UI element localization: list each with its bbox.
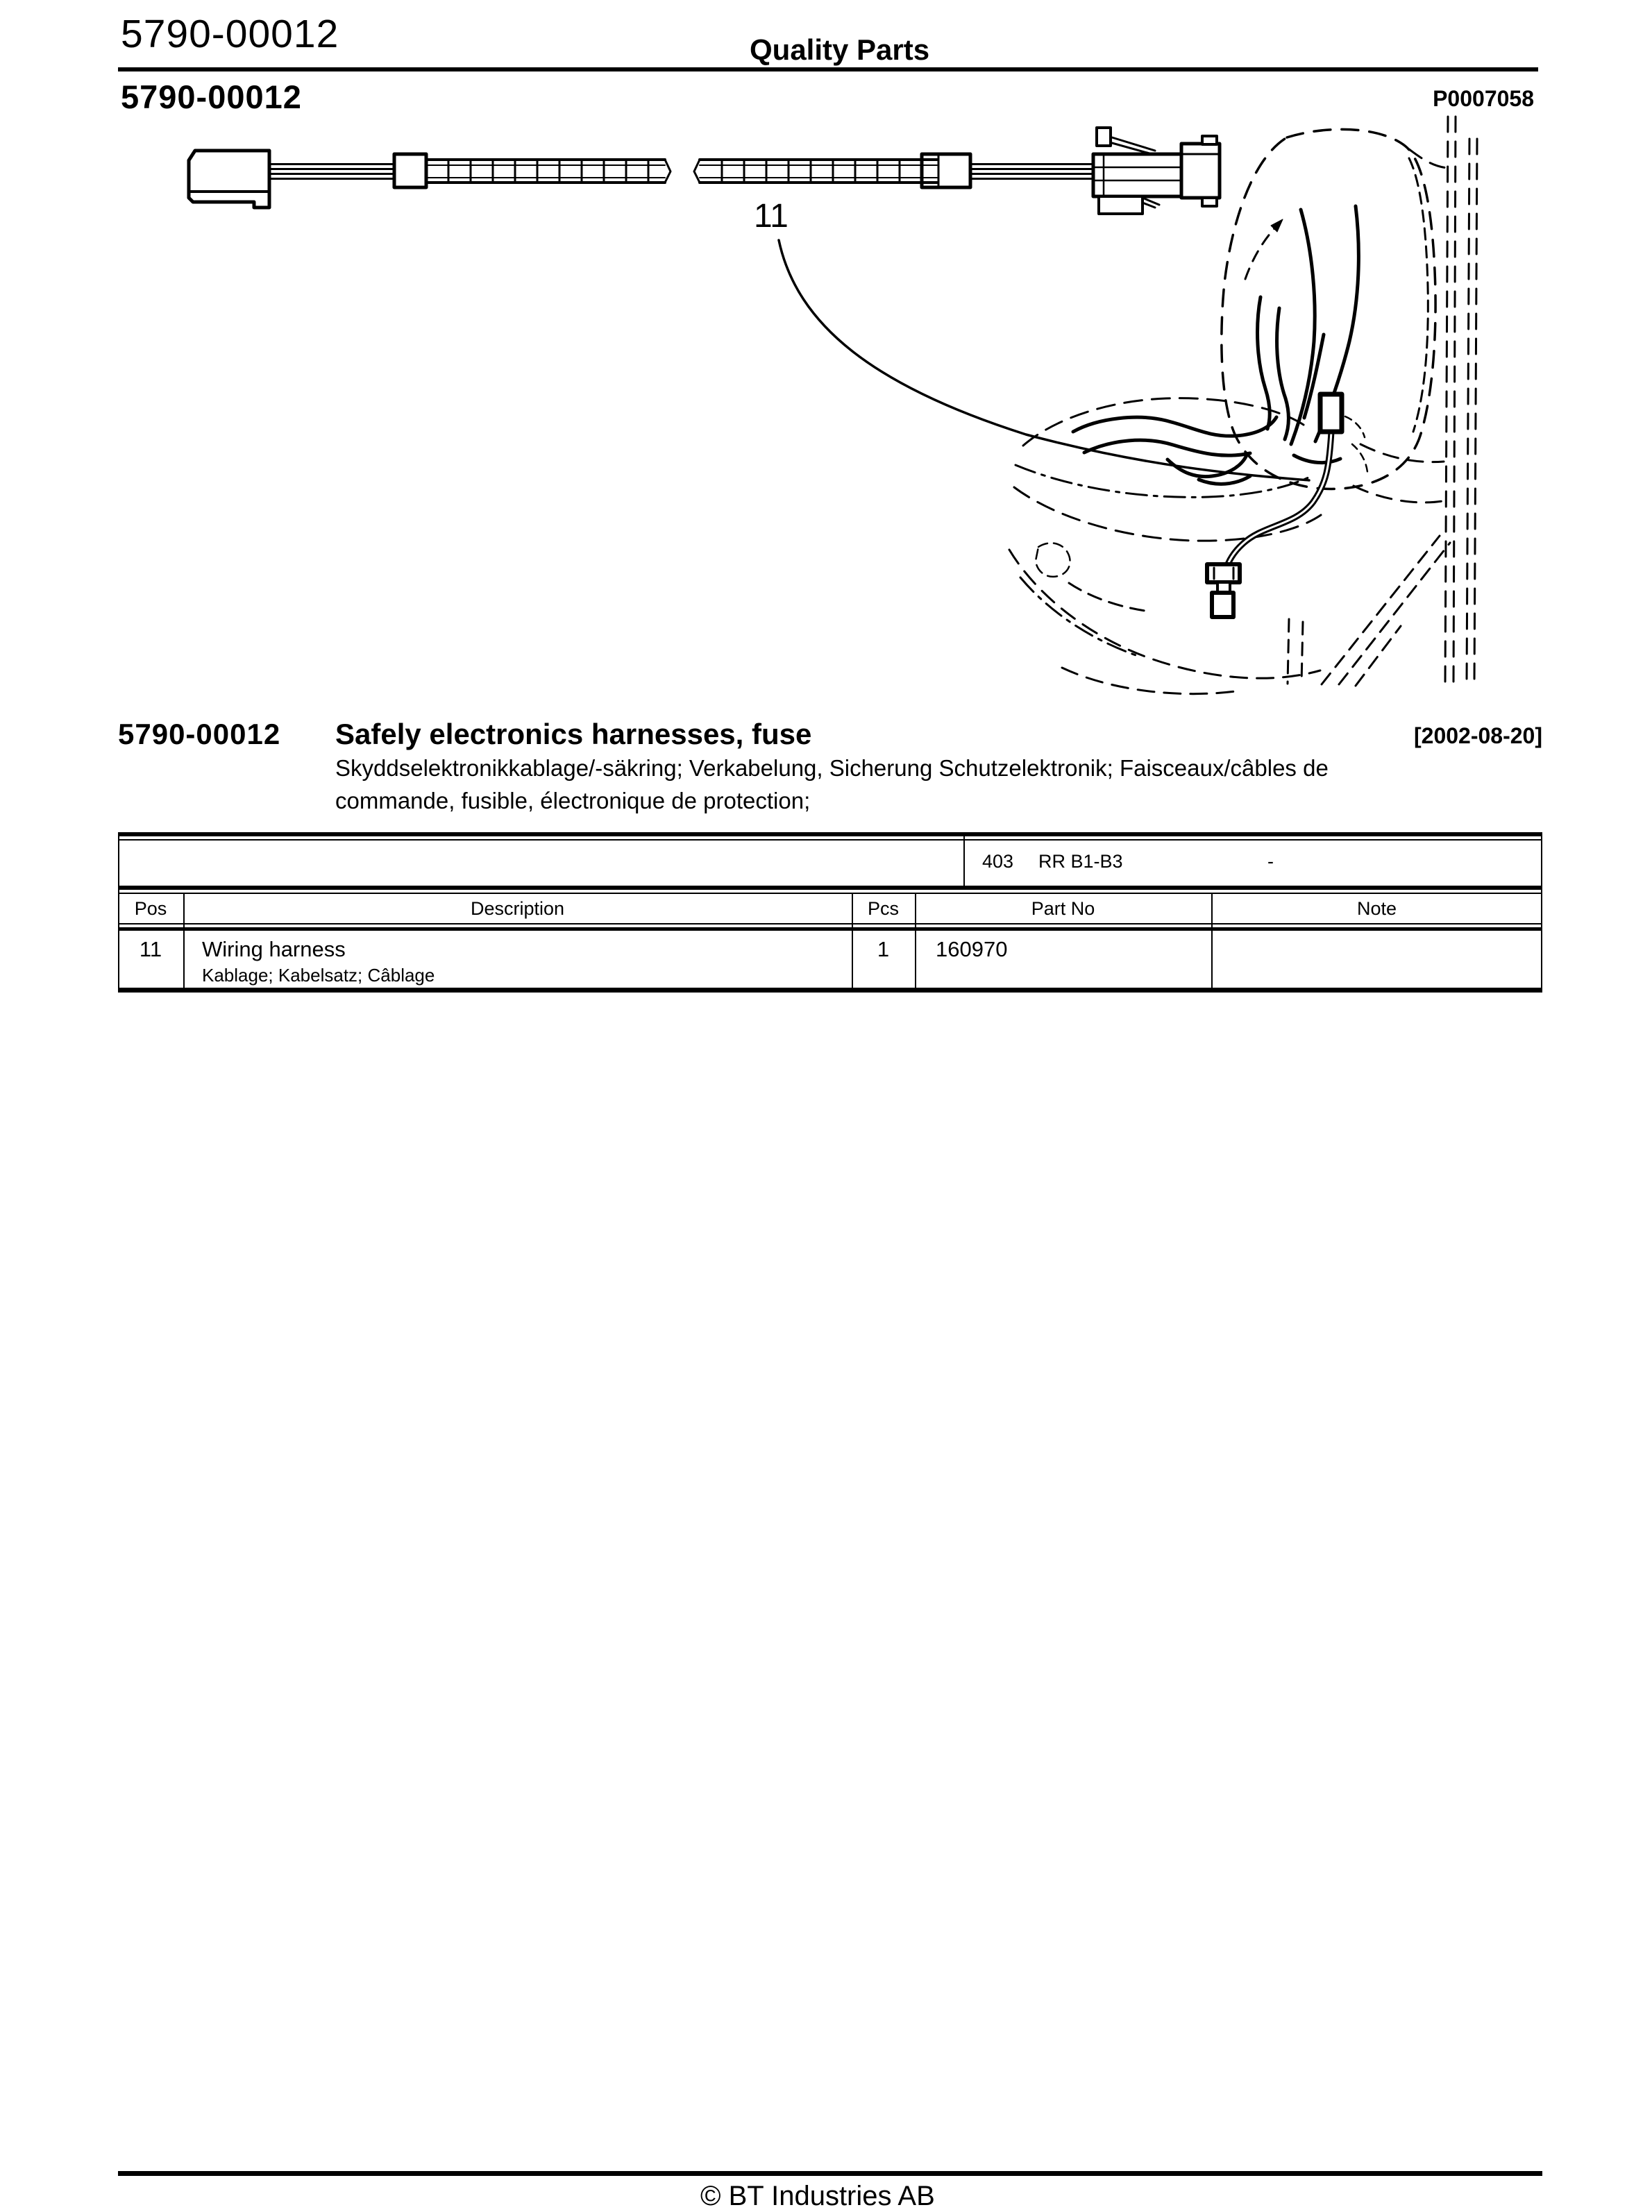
row-pos: 11 [139, 937, 162, 961]
table-header-rule-thick [118, 927, 1542, 931]
section-title: Safely electronics harnesses, fuse [335, 718, 812, 750]
installed-harness-cable [1207, 394, 1342, 617]
table-header-rule-thin [118, 923, 1542, 925]
harness-corrugated-tube-left [426, 160, 671, 183]
row-description-alt: Kablage; Kabelsatz; Câblage [202, 965, 435, 986]
column-header-note: Note [1356, 898, 1397, 919]
section-date: [2002-08-20] [1414, 723, 1542, 748]
mast-outline [1354, 117, 1477, 684]
harness-wires-right [970, 164, 1095, 179]
installed-harness-upper-connector [1320, 394, 1342, 432]
table-top-rule-thin [118, 839, 1542, 841]
section-subtitle-line1: Skyddselektronikkablage/-säkring; Verkabelung, Sicherung Schutzelektronik; Faisceaux/câbles de [335, 755, 1329, 781]
figure-drawing [0, 0, 1652, 701]
section-number: 5790-00012 [118, 718, 281, 750]
row-part-no: 160970 [936, 937, 1008, 961]
harness-corrugated-tube-right [694, 160, 937, 183]
harness-right-connector [1093, 128, 1220, 214]
validity-model: 403 [982, 851, 1014, 872]
table-validity-rule-thick [118, 886, 1542, 890]
validity-serial-range: RR B1-B3 [1038, 851, 1123, 872]
footer-copyright: © BT Industries AB [700, 2181, 935, 2211]
validity-dash: - [1267, 851, 1274, 872]
harness-left-connector [189, 151, 269, 208]
table-bottom-rule [118, 988, 1542, 993]
column-header-description: Description [470, 898, 565, 919]
page-code: 5790-00012 [121, 78, 302, 115]
column-header-pcs: Pcs [867, 898, 899, 919]
callout-leader-line [779, 240, 1309, 480]
installed-harness-lower-connector [1207, 564, 1240, 582]
table-validity-rule-thin [118, 893, 1542, 894]
header-doc-number: 5790-00012 [121, 12, 339, 56]
footer-rule [118, 2171, 1542, 2176]
figure-code: P0007058 [1433, 86, 1534, 111]
figure-callout-label: 11 [754, 198, 789, 235]
column-header-pos: Pos [134, 898, 167, 919]
row-description: Wiring harness [202, 937, 346, 961]
harness-inline-connector-a [394, 154, 426, 187]
header-title: Quality Parts [750, 33, 930, 66]
section-subtitle-line2: commande, fusible, électronique de protection; [335, 788, 811, 813]
chassis-outline [1009, 398, 1450, 694]
column-header-partno: Part No [1031, 898, 1095, 919]
table-validity-divider [963, 836, 965, 886]
table-top-rule-thick [118, 832, 1542, 836]
harness-wires-left [269, 164, 394, 179]
row-pcs: 1 [877, 937, 890, 961]
